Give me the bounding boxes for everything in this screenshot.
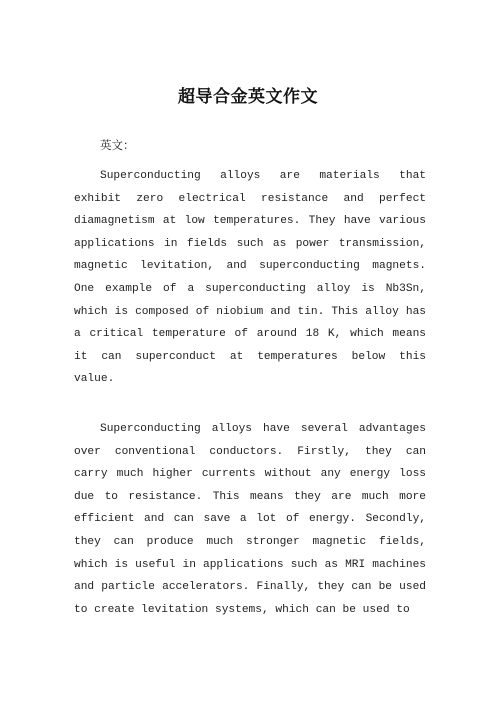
document-title: 超导合金英文作文 <box>178 87 318 107</box>
paragraph-1: Superconducting alloys are materials that exhibit zero electrical resistance and perfect diamagnetism at low temperatures. They have various applications in fields such as power transmission, magnetic levitation, and superconducting magnets. One example of a superconducting alloy is Nb3Sn, which is composed of niobium and tin. This alloy has a critical temperature of around 18 K, which means it can superconduct at temperatures below this value. <box>74 170 426 386</box>
section-label: 英文： <box>100 138 135 152</box>
paragraph-2: Superconducting alloys have several advantages over conventional conductors. Firstly, they can carry much higher currents without any energy loss due to resistance. This means they are much more efficient and can save a lot of energy. Secondly, they can produce much stronger magnetic fields, which is useful in applications such as MRI machines and particle accelerators. Finally, they can be used to create levitation systems, which can be used to <box>74 423 426 616</box>
